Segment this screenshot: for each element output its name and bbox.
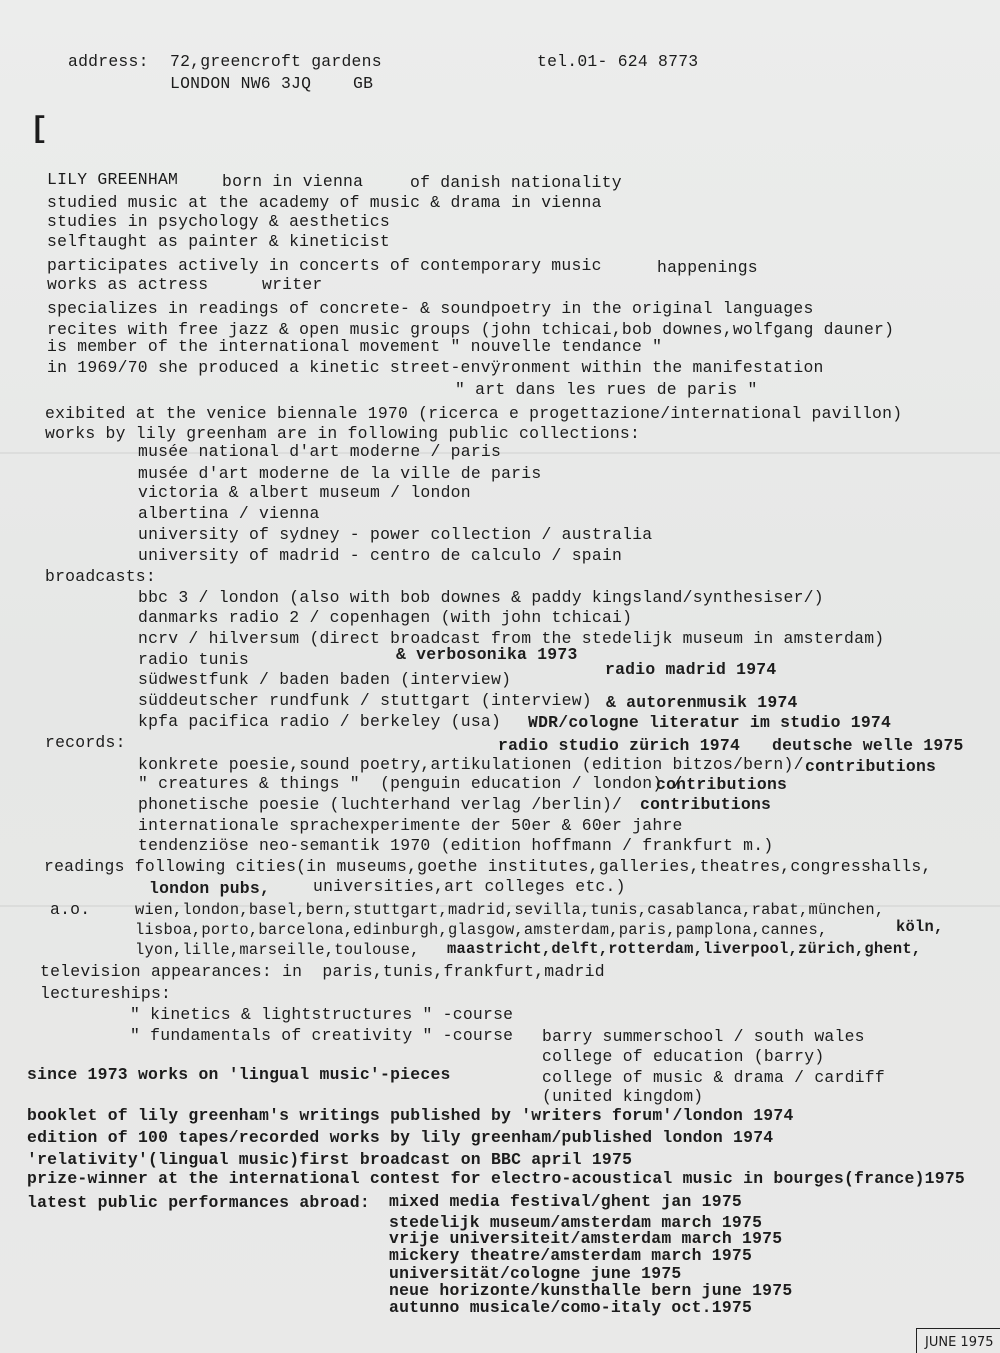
bio-line: happenings: [657, 258, 758, 277]
address-street: 72,greencroft gardens: [170, 52, 382, 71]
record-item: internationale sprachexperimente der 50er & 60er jahre: [138, 816, 683, 835]
television-line: television appearances: in paris,tunis,frankfurt,madrid: [40, 962, 605, 981]
performance-item: neue horizonte/kunsthalle bern june 1975: [389, 1281, 793, 1300]
date-stamp: JUNE 1975: [916, 1328, 1000, 1353]
collection-item: albertina / vienna: [138, 504, 320, 523]
performance-item: universität/cologne june 1975: [389, 1264, 682, 1283]
broadcast-item: bbc 3 / london (also with bob downes & paddy kingsland/synthesiser/): [138, 588, 824, 607]
performance-item: stedelijk museum/amsterdam march 1975: [389, 1213, 763, 1232]
performance-item: vrije universiteit/amsterdam march 1975: [389, 1229, 783, 1248]
performances-heading: latest public performances abroad:: [27, 1193, 370, 1212]
record-item: " creatures & things " (penguin education / london) /: [138, 774, 683, 793]
bio-line: " art dans les rues de paris ": [455, 380, 758, 399]
broadcast-item: süddeutscher rundfunk / stuttgart (interview): [138, 691, 592, 710]
bio-line: selftaught as painter & kineticist: [47, 232, 390, 251]
record-item: phonetische poesie (luchterhand verlag /berlin)/: [138, 795, 623, 814]
broadcast-addition: & verbosonika 1973: [396, 645, 578, 664]
achievement-line: prize-winner at the international contest for electro-acoustical music in bourges(france)1975: [27, 1169, 965, 1188]
record-contributions: contributions: [805, 757, 937, 776]
broadcast-item: südwestfunk / baden baden (interview): [138, 670, 512, 689]
lecture-course: " kinetics & lightstructures " -course: [130, 1005, 514, 1024]
collection-item: victoria & albert museum / london: [138, 483, 471, 502]
readings-cities: lisboa,porto,barcelona,edinburgh,glasgow,amsterdam,paris,pamplona,cannes,: [135, 921, 828, 939]
lecture-place: college of music & drama / cardiff: [542, 1068, 885, 1087]
readings-venues: universities,art colleges etc.): [313, 877, 626, 896]
performance-item: autunno musicale/como-italy oct.1975: [389, 1298, 753, 1317]
readings-cities: lyon,lille,marseille,toulouse,: [135, 941, 420, 959]
record-item: konkrete poesie,sound poetry,artikulationen (edition bitzos/bern)/: [138, 755, 804, 774]
broadcasts-heading: broadcasts:: [45, 567, 156, 586]
bio-line: works as actress: [47, 275, 209, 294]
broadcast-item: ncrv / hilversum (direct broadcast from the stedelijk museum in amsterdam): [138, 629, 885, 648]
record-contributions: contributions: [640, 795, 772, 814]
broadcast-addition: deutsche welle 1975: [772, 736, 964, 755]
artist-name: LILY GREENHAM: [47, 170, 179, 189]
readings-cities: wien,london,basel,bern,stuttgart,madrid,sevilla,tunis,casablanca,rabat,münchen,: [135, 901, 885, 919]
achievement-line: booklet of lily greenham's writings published by 'writers forum'/london 1974: [27, 1106, 794, 1125]
lecture-course: " fundamentals of creativity " -course: [130, 1026, 514, 1045]
readings-heading: readings following cities(in museums,goethe institutes,galleries,theatres,congresshalls,: [44, 857, 932, 876]
collection-item: university of sydney - power collection / australia: [138, 525, 653, 544]
bracket-mark: [: [30, 113, 49, 147]
readings-cities: maastricht,delft,rotterdam,liverpool,zürich,ghent,: [447, 940, 922, 958]
readings-venues: london pubs,: [149, 879, 271, 898]
address-city: LONDON NW6 3JQ: [170, 74, 312, 93]
record-item: tendenziöse neo-semantik 1970 (edition hoffmann / frankfurt m.): [138, 836, 774, 855]
lecture-place: (united kingdom): [542, 1087, 704, 1106]
telephone: tel.01- 624 8773: [537, 52, 699, 71]
lecture-place: barry summerschool / south wales: [542, 1027, 865, 1046]
lingual-music-line: since 1973 works on 'lingual music'-pieces: [27, 1065, 451, 1084]
record-contributions: contributions: [656, 775, 788, 794]
bio-line: recites with free jazz & open music groups (john tchicai,bob downes,wolfgang dauner): [47, 320, 895, 339]
records-heading: records:: [45, 733, 126, 752]
achievement-line: edition of 100 tapes/recorded works by lily greenham/published london 1974: [27, 1128, 774, 1147]
performance-item: mickery theatre/amsterdam march 1975: [389, 1246, 753, 1265]
collection-item: musée d'art moderne de la ville de paris: [138, 464, 542, 483]
address-country: GB: [353, 74, 374, 93]
bio-line: writer: [262, 275, 323, 294]
readings-cities: köln,: [896, 918, 944, 936]
broadcast-item: danmarks radio 2 / copenhagen (with john tchicai): [138, 608, 633, 627]
performance-item: mixed media festival/ghent jan 1975: [389, 1192, 743, 1211]
bio-line: in 1969/70 she produced a kinetic street-envÿronment within the manifestation: [47, 358, 824, 377]
broadcast-addition: & autorenmusik 1974: [606, 693, 798, 712]
bio-line: studies in psychology & aesthetics: [47, 212, 390, 231]
bio-line: participates actively in concerts of contemporary music: [47, 256, 602, 275]
bio-line: studied music at the academy of music & drama in vienna: [47, 193, 602, 212]
readings-prefix: a.o.: [50, 900, 91, 919]
collection-item: university of madrid - centro de calculo / spain: [138, 546, 623, 565]
broadcast-addition: radio studio zürich 1974: [498, 736, 741, 755]
lectureships-heading: lectureships:: [40, 984, 172, 1003]
bio-line: specializes in readings of concrete- & soundpoetry in the original languages: [47, 299, 814, 318]
broadcast-item: kpfa pacifica radio / berkeley (usa): [138, 712, 502, 731]
achievement-line: 'relativity'(lingual music)first broadcast on BBC april 1975: [27, 1150, 633, 1169]
broadcast-addition: WDR/cologne literatur im studio 1974: [528, 713, 892, 732]
bio-line: is member of the international movement " nouvelle tendance ": [47, 337, 663, 356]
address-label: address:: [68, 52, 149, 71]
lecture-place: college of education (barry): [542, 1047, 825, 1066]
broadcast-addition: radio madrid 1974: [605, 660, 777, 679]
collections-heading: works by lily greenham are in following public collections:: [45, 424, 641, 443]
nationality: of danish nationality: [410, 173, 622, 192]
broadcast-item: radio tunis: [138, 650, 249, 669]
collection-item: musée national d'art moderne / paris: [138, 442, 502, 461]
birthplace: born in vienna: [222, 172, 364, 191]
bio-line: exibited at the venice biennale 1970 (ricerca e progettazione/international pavillon): [45, 404, 903, 423]
